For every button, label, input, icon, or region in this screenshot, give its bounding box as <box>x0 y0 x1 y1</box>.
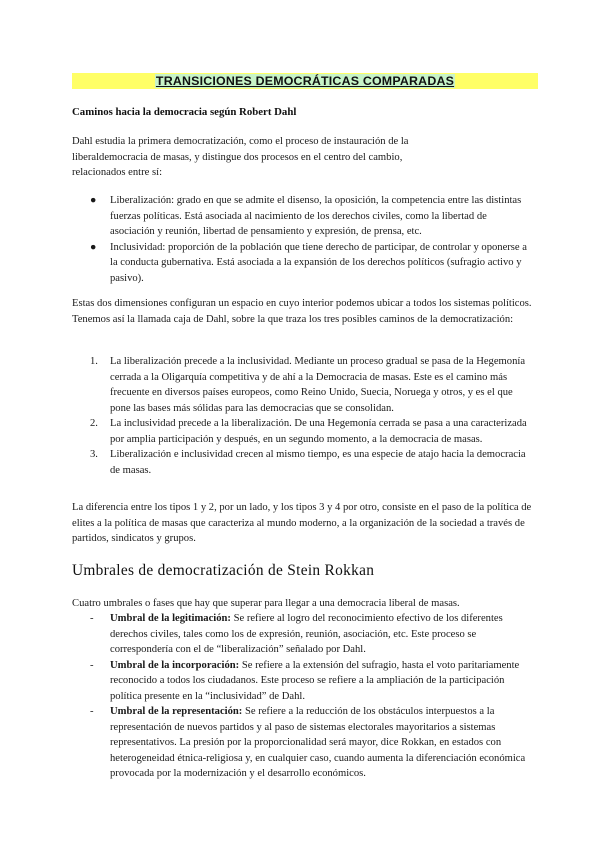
threshold-term: Umbral de la legitimación: <box>110 613 231 624</box>
list-item <box>90 193 534 240</box>
numbered-text: La liberalización precede a la inclusividad. Mediante un proceso gradual se pasa de la Hegemonía cerrada a la Oligarquía competitiva y de ahí a la Democracia de masas. Este es el camino más frecuente en diversos países europeos, como Reino Unido, Suecia, Noruega y otros, y es el que pone las bases más sólidas para las democracias que se consolidan. <box>110 356 526 414</box>
list-item <box>90 611 534 658</box>
dahl-numbered-list <box>90 354 534 478</box>
dahl-intro-paragraph: Dahl estudia la primera democratización, como el proceso de instauración de la liberaldemocracia de masas, y distingue dos procesos en el centro del cambio, relacionados entre sí: <box>72 136 409 178</box>
dash-marker: - <box>90 613 94 624</box>
list-item <box>90 447 534 478</box>
bullet-text: Inclusividad: proporción de la población que tiene derecho de participar, de controlar y oponerse a la conducta gubernativa. Está asociada a la expansión de los derechos políticos (sufragio activo y pasivo). <box>110 241 527 284</box>
dahl-middle-paragraph: Estas dos dimensiones configuran un espacio en cuyo interior podemos ubicar a todos los sistemas políticos. Tenemos así la llamada caja de Dahl, sobre la que traza los tres posibles caminos de la democratización: <box>72 298 532 325</box>
list-item <box>90 416 534 447</box>
dash-marker: - <box>90 706 94 717</box>
dahl-closing-paragraph: La diferencia entre los tipos 1 y 2, por un lado, y los tipos 3 y 4 por otro, consiste en el paso de la política de elites a la política de masas que caracteriza al mundo moderno, a la organización de la sociedad a través de partidos, sindicatos y grupos. <box>72 502 532 544</box>
list-item <box>90 354 534 416</box>
list-item <box>90 240 534 287</box>
rokkan-threshold-list <box>90 611 534 782</box>
threshold-text: Se refiere a la reducción de los obstáculos interpuestos a la representación de nuevos partidos y al paso de sistemas electorales mayoritarios a sistemas representativos. La presión por la proporcionalidad será mayor, dice Rokkan, en estados con heterogeneidad étnica-religiosa y, en cualquier caso, cuando aumenta la diferenciación económica provocada por la modernización y el desarrollo económicos. <box>110 706 526 779</box>
rokkan-intro-paragraph: Cuatro umbrales o fases que hay que superar para llegar a una democracia liberal de masas. <box>72 598 460 609</box>
bullet-icon: ● <box>90 195 97 206</box>
list-number: 1. <box>90 356 98 367</box>
section-heading-rokkan: Umbrales de democratización de Stein Rokkan <box>72 562 375 579</box>
threshold-term: Umbral de la representación: <box>110 706 243 717</box>
list-number: 3. <box>90 449 98 460</box>
bullet-icon: ● <box>90 241 97 253</box>
title-text: TRANSICIONES DEMOCRÁTICAS COMPARADAS <box>155 74 455 88</box>
dash-marker: - <box>90 659 94 671</box>
numbered-text: Liberalización e inclusividad crecen al mismo tiempo, es una especie de atajo hacia la democracia de masas. <box>110 449 526 476</box>
threshold-text: Se refiere al logro del reconocimiento efectivo de los diferentes derechos civiles, tales como los de expresión, reunión, asociación, etc. Este proceso se correspondería con el de “liberalización” señalado por Dahl. <box>110 613 503 655</box>
section-heading-dahl: Caminos hacia la democracia según Robert Dahl <box>72 106 297 118</box>
numbered-text: La inclusividad precede a la liberalización. De una Hegemonía cerrada se pasa a una caracterizada por amplia participación y después, en un segundo momento, a la democracia de masas. <box>110 418 527 445</box>
list-number: 2. <box>90 418 98 429</box>
threshold-term: Umbral de la incorporación: <box>110 659 240 671</box>
page-title <box>72 73 538 89</box>
threshold-text: Se refiere a la extensión del sufragio, hasta el voto paritariamente reconocido a todos los ciudadanos. Este proceso se refiere a la ampliación de la participación política presente en la “inclusividad” de Dahl. <box>110 659 520 702</box>
list-item <box>90 658 534 705</box>
bullet-text: Liberalización: grado en que se admite el disenso, la oposición, la competencia entre las distintas fuerzas políticas. Está asociada al nacimiento de los derechos civiles, como la libertad de asociación y reunión, libertad de pensamiento y expresión, de prensa, etc. <box>110 195 522 237</box>
dahl-bullet-list <box>90 193 534 286</box>
list-item <box>90 704 534 782</box>
